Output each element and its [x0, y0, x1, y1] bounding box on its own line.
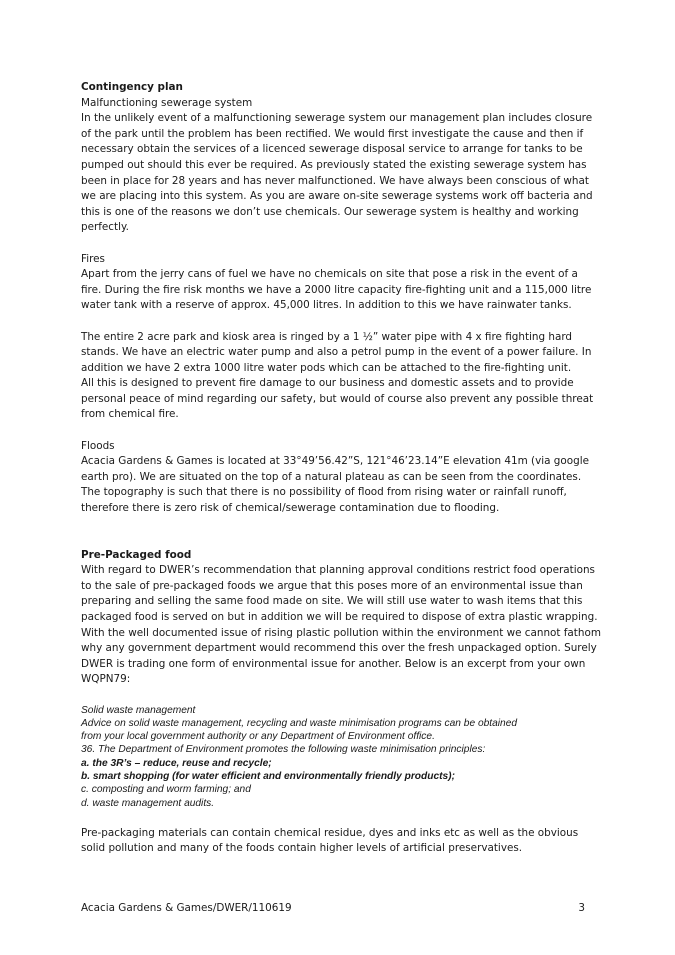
wqpn79-excerpt — [81, 704, 601, 810]
excerpt-line: 36. The Department of Environment promotes the following waste minimisation principles: — [81, 744, 486, 756]
excerpt-item-c: c. composting and worm farming; and — [81, 784, 251, 796]
prepackaged-heading: Pre-Packaged food — [81, 548, 192, 561]
excerpt-line: from your local government authority or any Department of Environment office. — [81, 731, 435, 743]
sewerage-subheading: Malfunctioning sewerage system — [81, 96, 253, 109]
excerpt-title: Solid waste management — [81, 704, 196, 716]
footer-reference: Acacia Gardens & Games/DWER/110619 — [81, 902, 292, 914]
fires-subheading: Fires — [81, 252, 105, 265]
page-number: 3 — [578, 902, 585, 914]
floods-subheading: Floods — [81, 439, 115, 452]
fires-paragraph-3: All this is designed to prevent fire damage to our business and domestic assets and to provide personal peace of mind regarding our safety, but would of course also prevent any possible threat from chemical fire. — [81, 377, 594, 421]
fires-paragraph-1: Apart from the jerry cans of fuel we have no chemicals on site that pose a risk in the event of a fire. During the fire risk months we have a 2000 litre capacity fire-fighting unit and a 115,000 litre water tank with a reserve of approx. 45,000 litres. In addition to this we have rainwater tanks. — [81, 268, 592, 312]
prepackaged-paragraph: With regard to DWER’s recommendation that planning approval conditions restrict food operations to the sale of pre-packaged foods we argue that this poses more of an environmental issue than preparing and selling the same food made on site. We will still use water to wash items that this packaged food is served on but in addition we will be required to dispose of extra plastic wrapping. With the well documented issue of rising plastic pollution within the environment we cannot fathom why any government department would recommend this over the fresh unpackaged option. Surely DWER is trading one form of environmental issue for another. Below is an excerpt from your own WQPN79: — [81, 564, 601, 686]
contingency-heading: Contingency plan — [81, 81, 183, 93]
fires-paragraph-2: The entire 2 acre park and kiosk area is ringed by a 1 ½” water pipe with 4 x fire fighting hard stands. We have an electric water pump and also a petrol pump in the event of a power failure. In addition we have 2 extra 1000 litre water pods which can be attached to the fire-fighting unit. — [81, 330, 592, 374]
page-body — [81, 80, 601, 857]
excerpt-line: Advice on solid waste management, recycling and waste minimisation programs can be obtained — [81, 717, 518, 729]
excerpt-item-d: d. waste management audits. — [81, 797, 215, 809]
excerpt-item-a: a. the 3R’s – reduce, reuse and recycle; — [81, 757, 272, 769]
excerpt-item-b: b. smart shopping (for water efficient and environmentally friendly products); — [81, 771, 455, 783]
prepackaging-paragraph: Pre-packaging materials can contain chemical residue, dyes and inks etc as well as the obvious solid pollution and many of the foods contain higher levels of artificial preservatives. — [81, 826, 579, 855]
floods-paragraph: Acacia Gardens & Games is located at 33°49’56.42”S, 121°46’23.14”E elevation 41m (via google earth pro). We are situated on the top of a natural plateau as can be seen from the coordinates. The topography is such that there is no possibility of flood from rising water or rainfall runoff, therefore there is zero risk of chemical/sewerage contamination due to flooding. — [81, 455, 589, 515]
sewerage-paragraph: In the unlikely event of a malfunctioning sewerage system our management plan includes closure of the park until the problem has been rectified. We would first investigate the cause and then if necessary obtain the services of a licenced sewerage disposal service to arrange for tanks to be pumped out should this ever be required. As previously stated the existing sewerage system has been in place for 28 years and has never malfunctioned. We have always been conscious of what we are placing into this system. As you are aware on-site sewerage systems work off bacteria and this is one of the reasons we don’t use chemicals. Our sewerage system is healthy and working perfectly. — [81, 112, 593, 234]
